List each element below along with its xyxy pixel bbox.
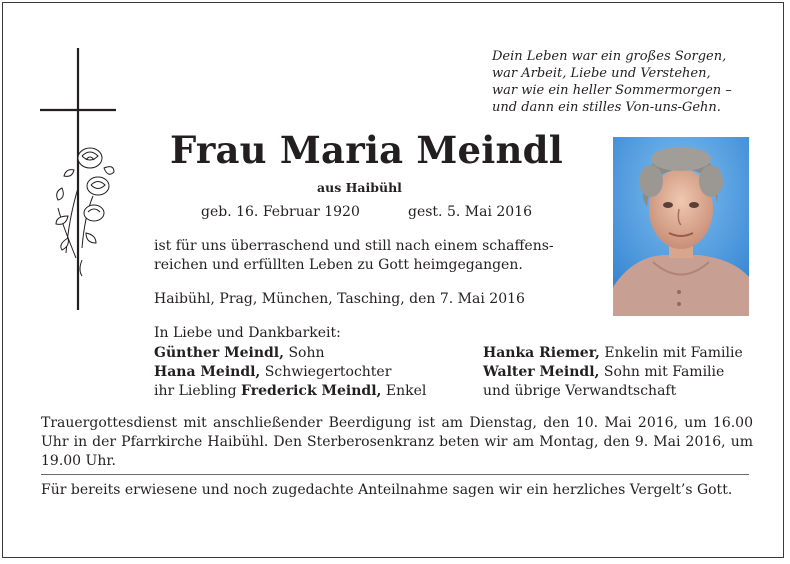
divider [41, 474, 749, 475]
death-date: gest. 5. Mai 2016 [408, 204, 533, 220]
mourners-right-column [483, 344, 743, 401]
birth-date: geb. 16. Februar 1920 [201, 204, 360, 220]
thanks-note: Für bereits erwiesene und noch zugedachte Anteilnahme sagen wir ein herzliches Vergelt’s Gott. [41, 482, 733, 498]
funeral-service-info: Trauergottesdienst mit anschließender Beerdigung ist am Dienstag, den 10. Mai 2016, um 16.00 Uhr in der Pfarrkirche Haibühl. Den Sterberosenkranz beten wir am Montag, den 9. Mai 2016, um 19.00 Uhr. [41, 415, 753, 469]
portrait-photo [613, 137, 749, 316]
mourner-entry: Hanka Riemer, Enkelin mit Familie [483, 345, 743, 361]
announcement-line: ist für uns überraschend und still nach einem schaffens- [154, 238, 554, 254]
mourner-entry: Hana Meindl, Schwiegertochter [154, 364, 392, 380]
gratitude-intro: In Liebe und Dankbarkeit: [154, 325, 341, 341]
poem-line: Dein Leben war ein großes Sorgen, [492, 49, 727, 64]
poem-line: war Arbeit, Liebe und Verstehen, [492, 66, 711, 81]
cross-with-roses-icon [38, 48, 118, 310]
mourner-entry: und übrige Verwandtschaft [483, 383, 677, 399]
deceased-name: Frau Maria Meindl [170, 128, 563, 172]
mourners-left-column [154, 344, 426, 401]
mourner-entry: ihr Liebling Frederick Meindl, Enkel [154, 383, 427, 399]
announcement-text [154, 237, 554, 275]
poem [492, 48, 732, 116]
place-and-date: Haibühl, Prag, München, Tasching, den 7. Mai 2016 [154, 291, 525, 307]
poem-line: und dann ein stilles Von-uns-Gehn. [492, 100, 721, 115]
announcement-line: reichen und erfüllten Leben zu Gott heimgegangen. [154, 257, 523, 273]
poem-line: war wie ein heller Sommermorgen – [492, 83, 732, 98]
deceased-origin: aus Haibühl [317, 180, 402, 195]
mourner-entry: Walter Meindl, Sohn mit Familie [483, 364, 725, 380]
mourner-entry: Günther Meindl, Sohn [154, 345, 325, 361]
